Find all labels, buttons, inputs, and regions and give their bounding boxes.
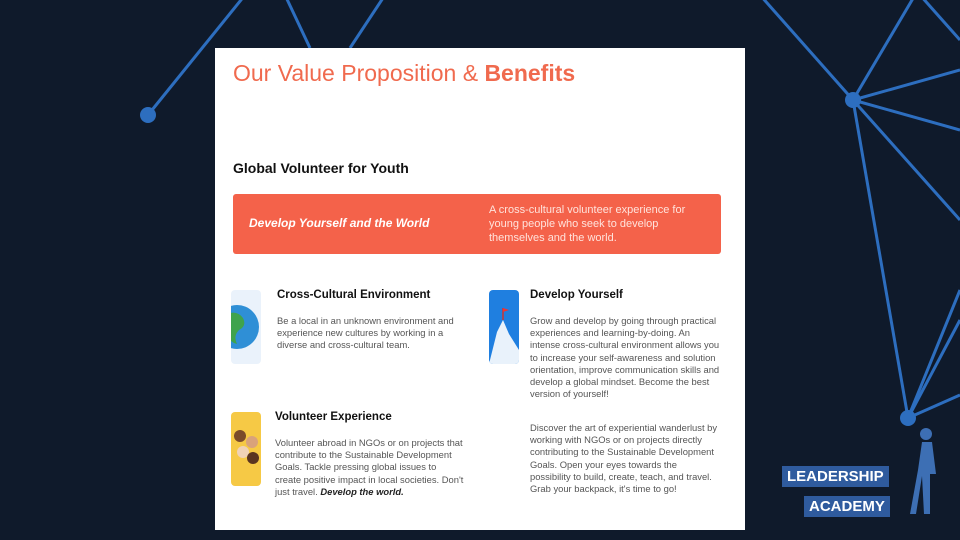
leadership-academy-logo (782, 466, 942, 524)
logo-line-2: ACADEMY (804, 496, 890, 517)
feature-body (275, 437, 465, 498)
hands-icon (231, 412, 261, 486)
feature-body-text: Volunteer abroad in NGOs or on projects that contribute to the Sustainable Development Goals. Tackle pressing global issues to create positive impact in local societies. Don't just travel. (275, 437, 464, 497)
banner-headline: Develop Yourself and the World (249, 216, 430, 230)
banner-description: A cross-cultural volunteer experience for young people who seek to develop themselves and the world. (489, 204, 686, 244)
value-banner (233, 194, 721, 254)
slide-card (215, 48, 745, 530)
slide-title (233, 60, 575, 87)
slide-subtitle: Global Volunteer for Youth (233, 160, 409, 176)
title-bold: Benefits (484, 60, 576, 86)
feature-body-emphasis: Develop the world. (320, 485, 404, 497)
mountain-flag-icon (489, 290, 519, 364)
title-light: Our Value Proposition & (233, 60, 479, 86)
feature-title: Volunteer Experience (275, 411, 392, 423)
extra-paragraph: Discover the art of experiential wanderlust by working with NGOs or on projects directly contributing to the Sustainable Development Goals. Open your eyes towards the possibility to build, create, teach, and travel. Grab your backpack, it's time to go! (530, 422, 718, 495)
logo-line-1: LEADERSHIP (782, 466, 889, 487)
walking-figure-icon (910, 426, 942, 516)
feature-body: Grow and develop by going through practical experiences and learning-by-doing. An intense cross-cultural environment allows you to increase your self-awareness and solution orientation, improve communication skills and develop a global mindset. Become the best version of yourself! (530, 315, 720, 400)
globe-icon (231, 290, 261, 364)
network-node (845, 92, 861, 108)
feature-body: Be a local in an unknown environment and experience new cultures by working in a diverse and cross-cultural team. (277, 315, 454, 351)
feature-title: Develop Yourself (530, 289, 623, 301)
feature-title: Cross-Cultural Environment (277, 289, 431, 301)
network-node (140, 107, 156, 123)
network-node (900, 410, 916, 426)
